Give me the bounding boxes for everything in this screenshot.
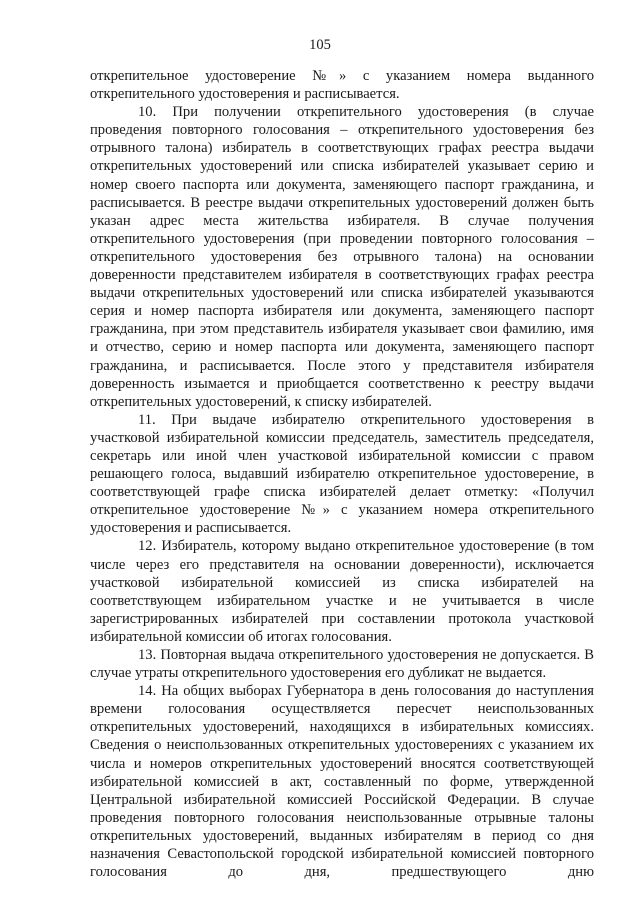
paragraph-10: 10. При получении открепительного удостоверения (в случае проведения повторного голосования – открепительного удостоверения без отрывного талона) избиратель в соответствующих графах реестра выдачи открепительных удостоверений или списка избирателей указывает серию и номер своего паспорта или документа, заменяющего паспорт гражданина, и расписывается. В реестре выдачи открепительных удостоверений должен быть указан адрес места жительства избирателя. В случае получения открепительного удостоверения (при проведении повторного голосования – открепительного удостоверения без отрывного талона) на основании доверенности представителем избирателя в соответствующих графах реестра выдачи открепительных удостоверений или списка избирателей указываются серия и номер паспорта избирателя или документа, заменяющего паспорт гражданина, при этом представитель избирателя указывает свои фамилию, имя и отчество, серию и номер паспорта или документа, заменяющего паспорт гражданина, и расписывается. После этого у представителя избирателя доверенность изымается и приобщается соответственно к реестру выдачи открепительных удостоверений, к списку избирателей. xyxy=(90,104,594,410)
paragraph-12: 12. Избиратель, которому выдано открепительное удостоверение (в том числе через его представителя на основании доверенности), исключается участковой избирательной комиссией из списка избирателей на соответствующем избирательном участке и не учитывается в числе зарегистрированных избирателей при составлении протокола участковой избирательной комиссии об итогах голосования. xyxy=(90,538,594,645)
paragraph-14: 14. На общих выборах Губернатора в день голосования до наступления времени голосования осуществляется пересчет неиспользованных открепительных удостоверений, находящихся в избирательных комиссиях. Сведения о неиспользованных открепительных удостоверениях с указанием их числа и номеров открепительных удостоверений вносятся соответствующей избирательной комиссией в акт, составленный по форме, утвержденной Центральной избирательной комиссией Российской Федерации. В случае проведения повторного голосования неиспользованные отрывные талоны открепительных удостоверений, выданных избирателям в период со дня назначения Севастопольской городской избирательной комиссией повторного голосования до дня, предшествующего дню xyxy=(90,683,594,881)
paragraph-continuation: открепительное удостоверение №» с указанием номера выданного открепительного удостоверения и расписывается. xyxy=(90,68,594,103)
paragraph-11: 11. При выдаче избирателю открепительного удостоверения в участковой избирательной комиссии председатель, заместитель председателя, секретарь или иной член участковой избирательной комиссии с правом решающего голоса, выдавший избирателю открепительное удостоверение, в соответствующей графе списка избирателей делает отметку: «Получил открепительное удостоверение №» с указанием номера открепительного удостоверения и расписывается. xyxy=(90,411,594,537)
document-body xyxy=(90,67,594,881)
page-number: 105 xyxy=(309,37,331,53)
paragraph-13: 13. Повторная выдача открепительного удостоверения не допускается. В случае утраты открепительного удостоверения его дубликат не выдается. xyxy=(90,647,594,682)
